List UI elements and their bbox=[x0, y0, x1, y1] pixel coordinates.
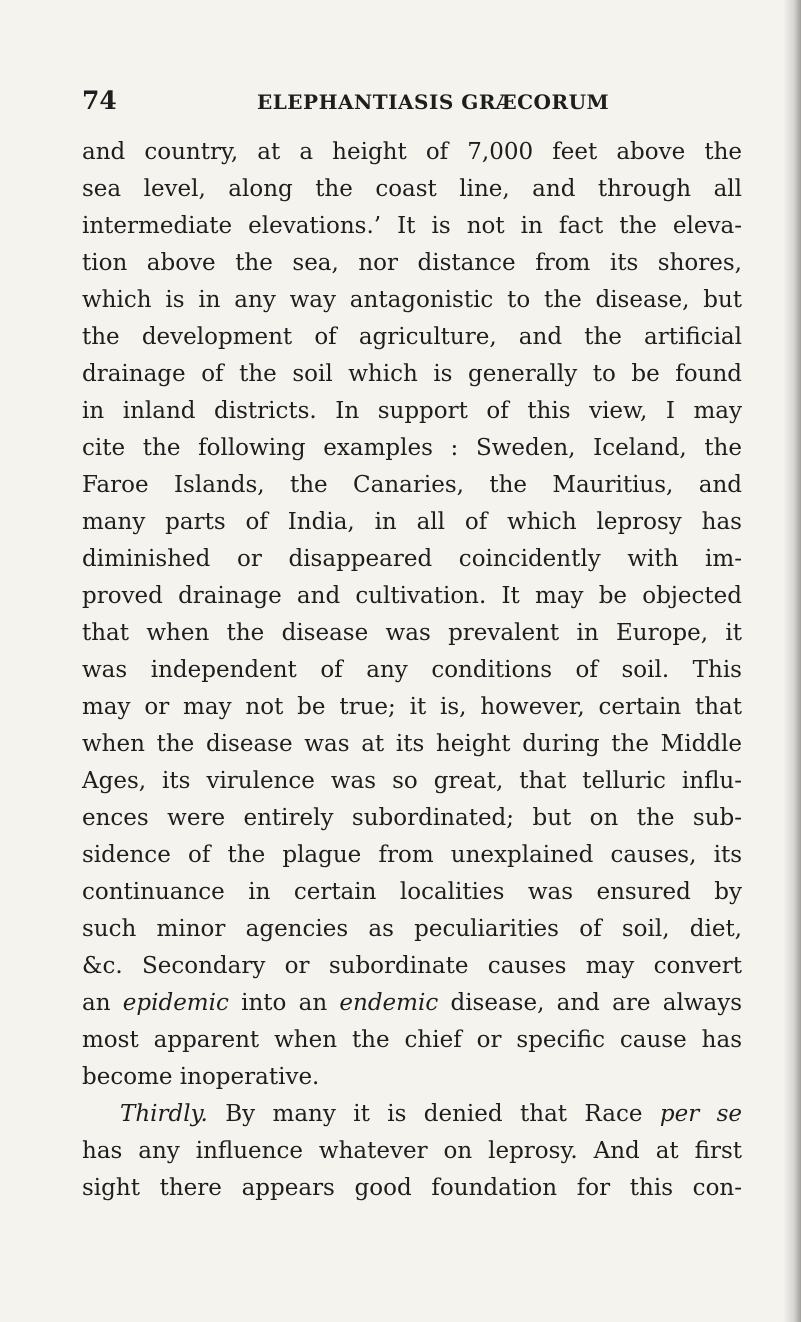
text-line: ences were entirely subordinated; but on the sub- bbox=[82, 805, 742, 831]
text-line: sight there appears good foundation for this con- bbox=[82, 1175, 742, 1201]
text-run: into an bbox=[228, 990, 340, 1016]
running-head: ELEPHANTIASIS GRÆCORUM bbox=[257, 90, 610, 114]
paragraph-start-line bbox=[82, 1096, 742, 1133]
text-line: Ages, its virulence was so great, that telluric influ- bbox=[82, 768, 742, 794]
text-line: cite the following examples : Sweden, Iceland, the bbox=[82, 435, 742, 461]
page-edge-shadow bbox=[783, 0, 801, 1322]
text-line bbox=[82, 985, 742, 1022]
text-line: and country, at a height of 7,000 feet above the bbox=[82, 139, 742, 165]
text-line: which is in any way antagonistic to the disease, but bbox=[82, 287, 742, 313]
text-line: may or may not be true; it is, however, certain that bbox=[82, 694, 742, 720]
text-run: disease, and are always bbox=[438, 990, 742, 1016]
text-line: drainage of the soil which is generally to be found bbox=[82, 361, 742, 387]
text-line: diminished or disappeared coincidently with im- bbox=[82, 546, 742, 572]
italic-term: epidemic bbox=[122, 990, 229, 1016]
text-line: sea level, along the coast line, and through all bbox=[82, 176, 742, 202]
text-run: By many it is denied that Race bbox=[207, 1101, 660, 1127]
body-text bbox=[82, 134, 742, 1207]
text-run: an bbox=[82, 990, 123, 1016]
text-line: in inland districts. In support of this view, I may bbox=[82, 398, 742, 424]
text-line: &c. Secondary or subordinate causes may convert bbox=[82, 953, 742, 979]
text-line: has any influence whatever on leprosy. And at first bbox=[82, 1138, 742, 1164]
text-line: that when the disease was prevalent in Europe, it bbox=[82, 620, 742, 646]
text-line: proved drainage and cultivation. It may be objected bbox=[82, 583, 742, 609]
text-line: when the disease was at its height during the Middle bbox=[82, 731, 742, 757]
text-line: continuance in certain localities was ensured by bbox=[82, 879, 742, 905]
italic-lead: Thirdly. bbox=[120, 1101, 208, 1127]
text-line: tion above the sea, nor distance from its shores, bbox=[82, 250, 742, 276]
italic-phrase: per se bbox=[659, 1101, 742, 1127]
text-line: intermediate elevations.’ It is not in fact the eleva- bbox=[82, 213, 742, 239]
italic-term: endemic bbox=[339, 990, 439, 1016]
text-line: such minor agencies as peculiarities of soil, diet, bbox=[82, 916, 742, 942]
page-header bbox=[82, 86, 722, 116]
paragraph-end-line: become inoperative. bbox=[82, 1064, 320, 1090]
text-line: was independent of any conditions of soil. This bbox=[82, 657, 742, 683]
text-line: sidence of the plague from unexplained causes, its bbox=[82, 842, 742, 868]
text-line: many parts of India, in all of which leprosy has bbox=[82, 509, 742, 535]
text-line: the development of agriculture, and the artificial bbox=[82, 324, 742, 350]
text-line: Faroe Islands, the Canaries, the Mauritius, and bbox=[82, 472, 742, 498]
text-line: most apparent when the chief or specific cause has bbox=[82, 1027, 742, 1053]
page-number: 74 bbox=[82, 86, 117, 115]
